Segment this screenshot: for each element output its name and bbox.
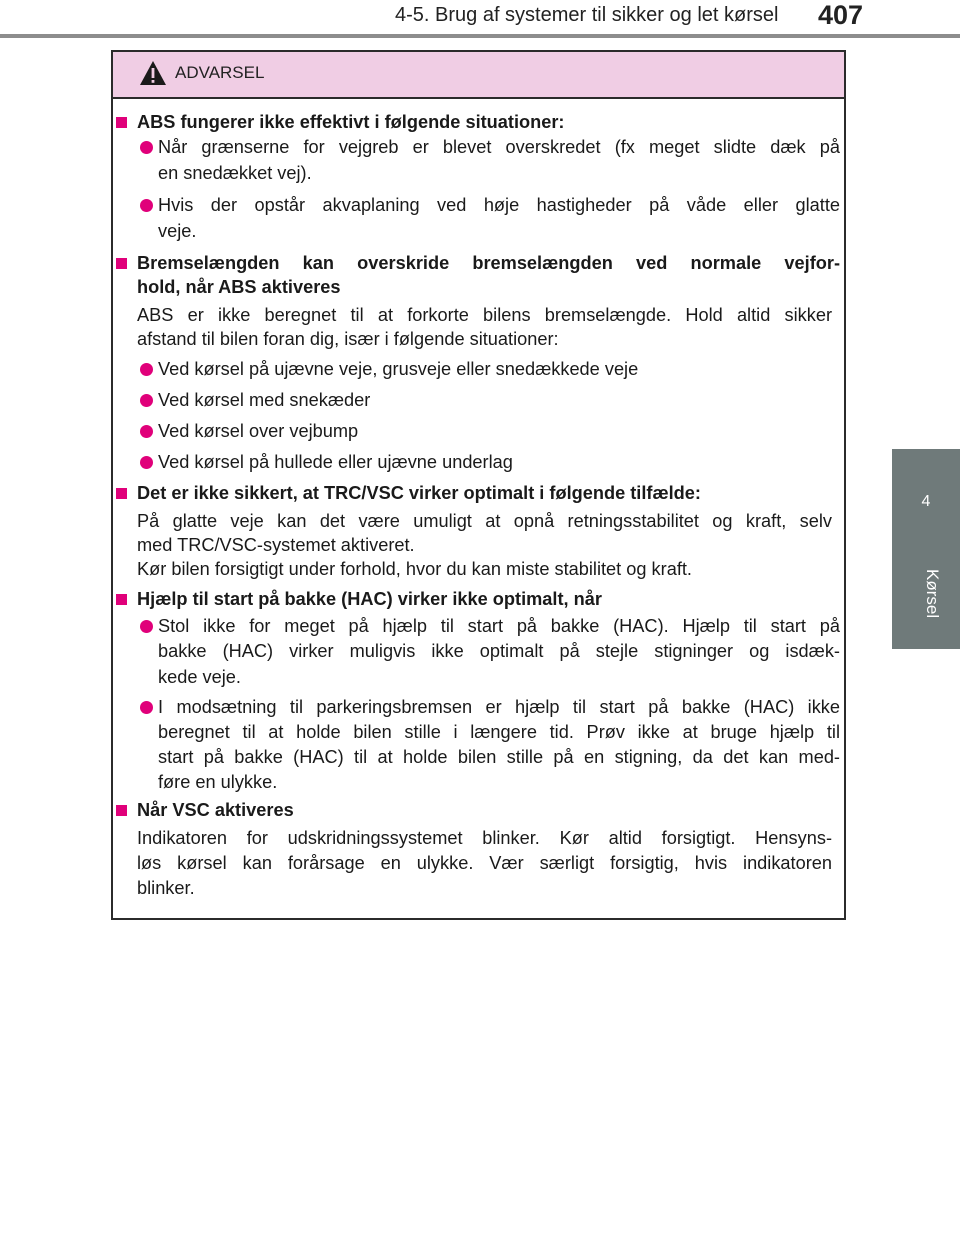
body-text: afstand til bilen foran dig, især i følgende situationer: (137, 329, 559, 349)
bullet-icon (140, 456, 153, 469)
bullet-text: I modsætning til parkeringsbremsen er hjælp til start på bakke (HAC) ikke (158, 697, 840, 717)
bullet-text: Ved kørsel på ujævne veje, grusveje eller snedækkede veje (158, 359, 639, 379)
bullet-text: veje. (158, 221, 197, 241)
page-number: 407 (818, 0, 864, 30)
chapter-number: 4 (921, 493, 931, 510)
body-text: Indikatoren for udskridningssystemet blinker. Kør altid forsigtigt. Hensyns- (137, 828, 832, 848)
bullet-icon (140, 394, 153, 407)
bullet-icon (140, 199, 153, 212)
bullet-icon (140, 363, 153, 376)
section-marker-icon (116, 258, 127, 269)
bullet-text: Hvis der opstår akvaplaning ved høje hastigheder på våde eller glatte (158, 195, 840, 215)
section-marker-icon (116, 805, 127, 816)
section-heading: hold, når ABS aktiveres (137, 277, 341, 297)
bullet-text: føre en ulykke. (158, 772, 278, 792)
bullet-icon (140, 141, 153, 154)
warning-title: ADVARSEL (175, 63, 265, 82)
chapter-tab (892, 449, 960, 649)
bullet-text: Ved kørsel over vejbump (158, 421, 359, 441)
section-heading: Hjælp til start på bakke (HAC) virker ikke optimalt, når (137, 589, 602, 609)
bullet-text: Stol ikke for meget på hjælp til start på bakke (HAC). Hjælp til start på (158, 616, 840, 636)
header-rule (0, 34, 960, 38)
section-marker-icon (116, 594, 127, 605)
bullet-text: beregnet til at holde bilen stille i længere tid. Prøv ikke at bruge hjælp til (158, 722, 840, 742)
section-heading: Bremselængden kan overskride bremselængden ved normale vejfor- (137, 253, 840, 273)
body-text: ABS er ikke beregnet til at forkorte bilens bremselængde. Hold altid sikker (137, 305, 832, 325)
chapter-label: Kørsel (923, 569, 942, 619)
bullet-text: en snedækket vej). (158, 163, 312, 183)
section-heading: Når VSC aktiveres (137, 800, 294, 820)
bullet-icon (140, 425, 153, 438)
bullet-icon (140, 701, 153, 714)
section-marker-icon (116, 488, 127, 499)
body-text: På glatte veje kan det være umuligt at opnå retningsstabilitet og kraft, selv (137, 511, 832, 531)
body-text: Kør bilen forsigtigt under forhold, hvor du kan miste stabilitet og kraft. (137, 559, 692, 579)
bullet-text: Ved kørsel med snekæder (158, 390, 371, 410)
bullet-text: start på bakke (HAC) til at holde bilen stille på en stigning, da det kan med- (158, 747, 840, 767)
bullet-text: bakke (HAC) virker muligvis ikke optimalt på stejle stigninger og isdæk- (158, 641, 840, 661)
warning-box (111, 50, 846, 920)
bullet-text: kede veje. (158, 667, 241, 687)
bullet-text: Når grænserne for vejgreb er blevet overskredet (fx meget slidte dæk på (158, 137, 840, 157)
section-marker-icon (116, 117, 127, 128)
body-text: løs kørsel kan forårsage en ulykke. Vær særligt forsigtig, hvis indikatoren (137, 853, 832, 873)
section-heading: ABS fungerer ikke effektivt i følgende situationer: (137, 112, 565, 132)
body-text: med TRC/VSC-systemet aktiveret. (137, 535, 415, 555)
body-text: blinker. (137, 878, 195, 898)
bullet-text: Ved kørsel på hullede eller ujævne underlag (158, 452, 513, 472)
section-title: 4-5. Brug af systemer til sikker og let kørsel (395, 4, 779, 26)
warning-content (113, 52, 844, 918)
bullet-icon (140, 620, 153, 633)
section-heading: Det er ikke sikkert, at TRC/VSC virker optimalt i følgende tilfælde: (137, 483, 701, 503)
